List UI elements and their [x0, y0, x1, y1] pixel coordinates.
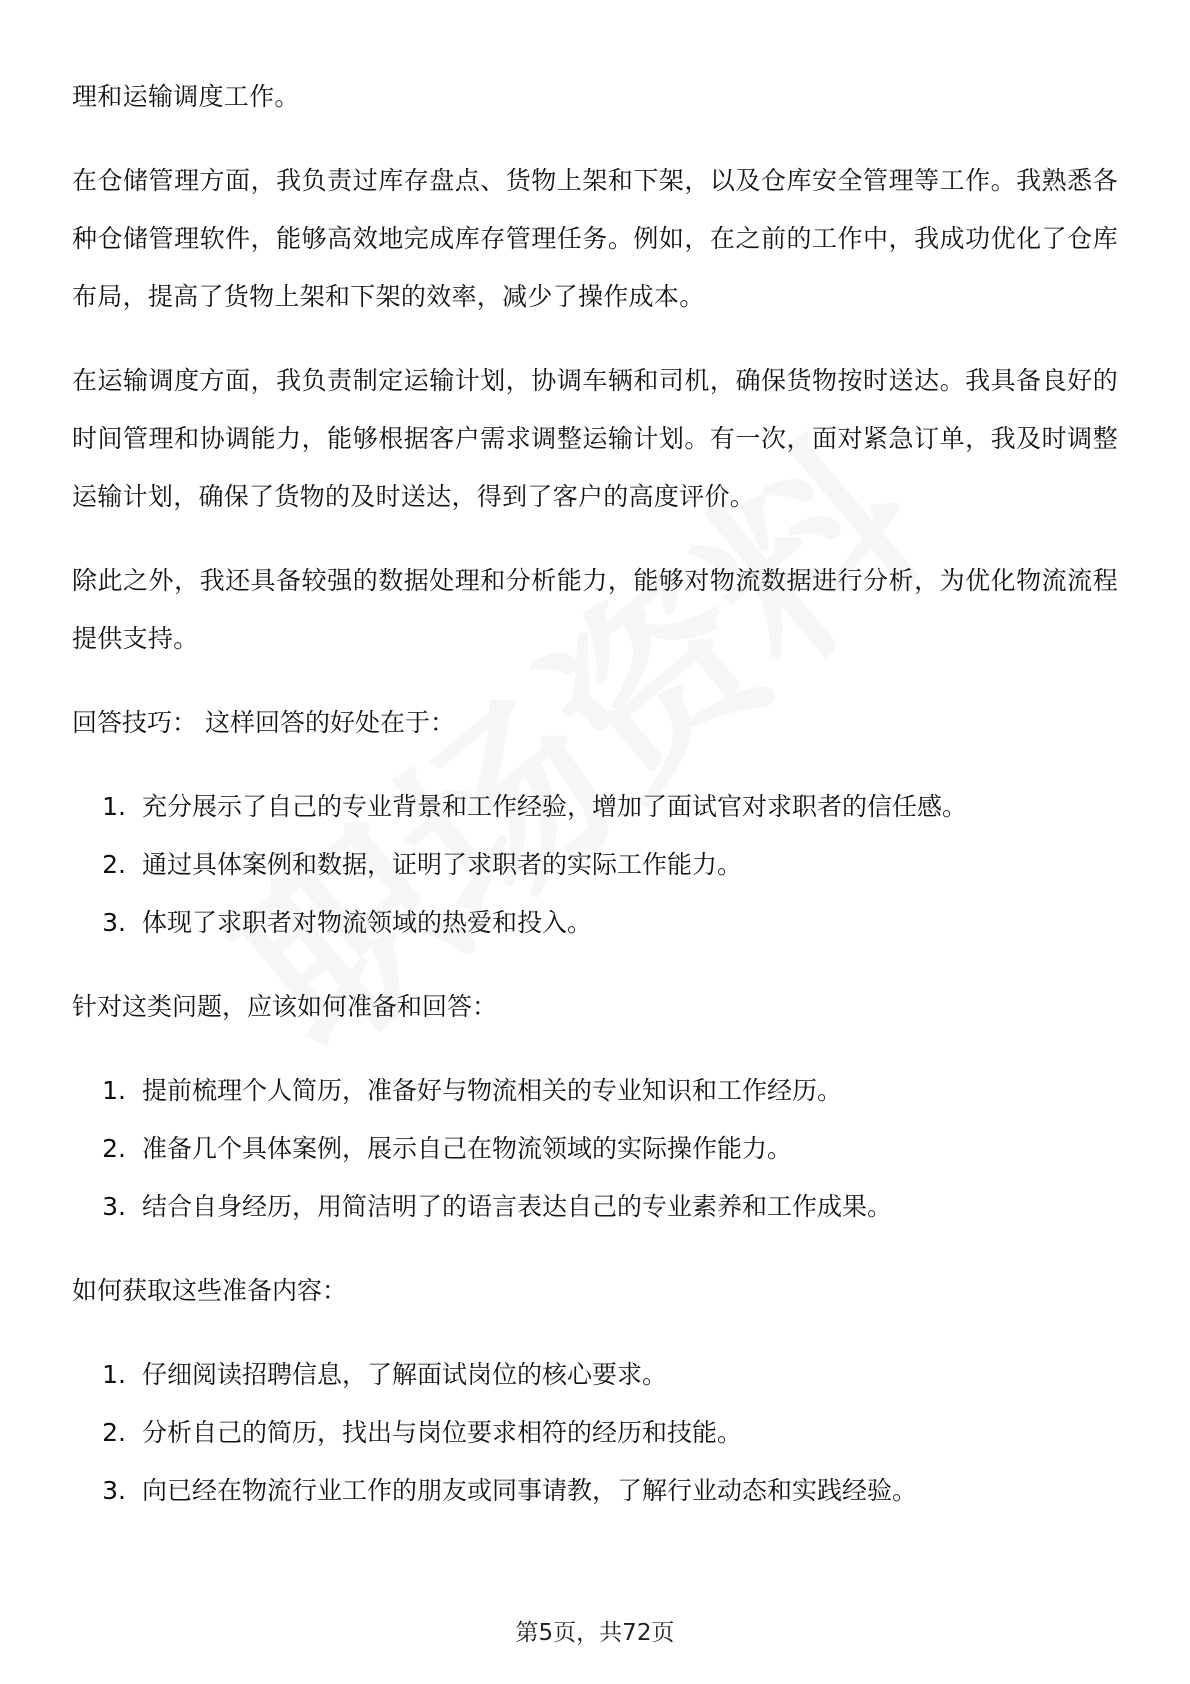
list-text: 准备几个具体案例，展示自己在物流领域的实际操作能力。 [142, 1134, 793, 1163]
list-text: 体现了求职者对物流领域的热爱和投入。 [142, 908, 593, 937]
list-item [72, 1404, 1118, 1462]
list-text: 提前梳理个人简历，准备好与物流相关的专业知识和工作经历。 [142, 1076, 843, 1105]
tips-list [72, 778, 1118, 952]
list-text: 充分展示了自己的专业背景和工作经验，增加了面试官对求职者的信任感。 [142, 792, 968, 821]
document-body [72, 68, 1118, 1546]
list-number: 1. [102, 792, 126, 821]
paragraph-1: 理和运输调度工作。 [72, 82, 300, 111]
list-number: 2. [102, 850, 126, 879]
list-item [72, 778, 1118, 836]
paragraph-3: 在运输调度方面，我负责制定运输计划，协调车辆和司机，确保货物按时送达。我具备良好的时间管理和协调能力，能够根据客户需求调整运输计划。有一次，面对紧急订单，我及时调整运输计划，确保了货物的及时送达，得到了客户的高度评价。 [72, 366, 1118, 511]
obtain-heading: 如何获取这些准备内容： [72, 1276, 348, 1305]
list-item [72, 1178, 1118, 1236]
list-item [72, 1462, 1118, 1520]
list-item [72, 1062, 1118, 1120]
list-text: 分析自己的简历，找出与岗位要求相符的经历和技能。 [142, 1418, 743, 1447]
obtain-list [72, 1346, 1118, 1520]
list-number: 1. [102, 1076, 126, 1105]
list-number: 2. [102, 1134, 126, 1163]
tips-heading: 回答技巧： 这样回答的好处在于： [72, 708, 455, 737]
list-number: 1. [102, 1360, 126, 1389]
list-text: 通过具体案例和数据，证明了求职者的实际工作能力。 [142, 850, 743, 879]
list-number: 3. [102, 1476, 126, 1505]
list-item [72, 1346, 1118, 1404]
list-text: 结合自身经历，用简洁明了的语言表达自己的专业素养和工作成果。 [142, 1192, 893, 1221]
paragraph-2: 在仓储管理方面，我负责过库存盘点、货物上架和下架，以及仓库安全管理等工作。我熟悉各种仓储管理软件，能够高效地完成库存管理任务。例如，在之前的工作中，我成功优化了仓库布局，提高了货物上架和下架的效率，减少了操作成本。 [72, 166, 1118, 311]
list-number: 3. [102, 908, 126, 937]
list-item [72, 836, 1118, 894]
paragraph-4: 除此之外，我还具备较强的数据处理和分析能力，能够对物流数据进行分析，为优化物流流程提供支持。 [72, 566, 1118, 653]
list-item [72, 894, 1118, 952]
prepare-heading: 针对这类问题，应该如何准备和回答： [72, 992, 498, 1021]
prepare-list [72, 1062, 1118, 1236]
list-item [72, 1120, 1118, 1178]
list-number: 3. [102, 1192, 126, 1221]
list-text: 仔细阅读招聘信息，了解面试岗位的核心要求。 [142, 1360, 668, 1389]
page-footer: 第5页，共72页 [515, 1620, 675, 1646]
list-number: 2. [102, 1418, 126, 1447]
list-text: 向已经在物流行业工作的朋友或同事请教，了解行业动态和实践经验。 [142, 1476, 918, 1505]
